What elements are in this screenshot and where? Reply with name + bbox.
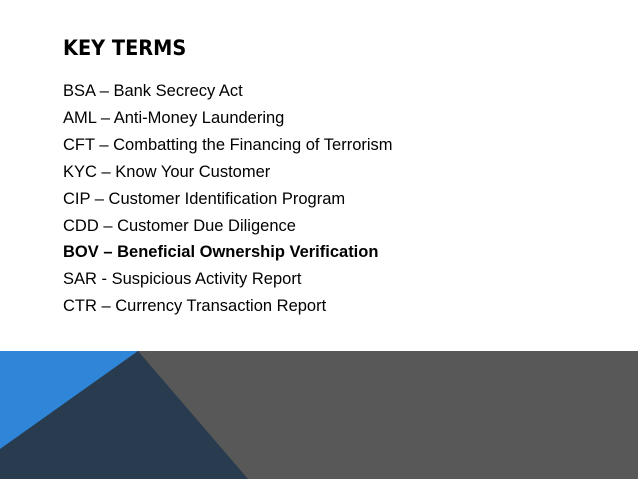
list-item: KYC – Know Your Customer: [63, 162, 271, 181]
list-item: CIP – Customer Identification Program: [63, 189, 346, 208]
list-item: AML – Anti-Money Laundering: [63, 108, 285, 127]
slide-title: KEY TERMS: [63, 36, 187, 60]
key-terms-list: [63, 78, 393, 320]
list-item: CFT – Combatting the Financing of Terrorism: [63, 135, 393, 154]
list-item: CDD – Customer Due Diligence: [63, 216, 296, 235]
list-item: BSA – Bank Secrecy Act: [63, 82, 243, 100]
list-item: CTR – Currency Transaction Report: [63, 297, 327, 316]
list-item: SAR - Suspicious Activity Report: [63, 270, 302, 289]
list-item-highlighted: BOV – Beneficial Ownership Verification: [63, 243, 379, 262]
decorative-footer-band: [0, 351, 638, 479]
